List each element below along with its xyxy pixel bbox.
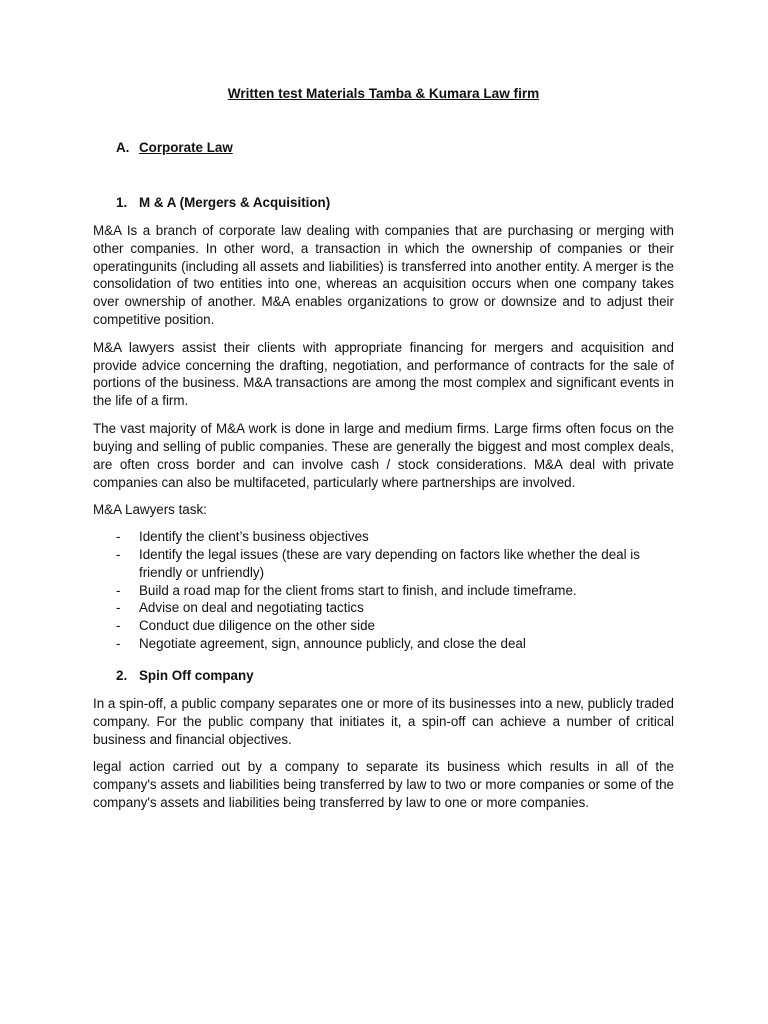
- paragraph: The vast majority of M&A work is done in large and medium firms. Large firms often focus on the buying and selling of public companies. These are generally the biggest and most complex deals, are often cross border and can involve cash / stock considerations. M&A deal with private companies can also be multifaceted, particularly where partnerships are involved.: [93, 420, 674, 490]
- bullet-dash: -: [116, 546, 121, 562]
- list-item-text: Identify the client’s business objectives: [139, 528, 369, 544]
- section-heading-corporate-law: [116, 139, 674, 157]
- list-item: [93, 617, 674, 635]
- bullet-dash: -: [116, 582, 121, 598]
- list-item-text: Advise on deal and negotiating tactics: [139, 600, 364, 616]
- list-item-text: Identify the legal issues (these are vary depending on factors like whether the deal is friendly or unfriendly): [139, 546, 640, 580]
- bullet-dash: -: [116, 636, 121, 652]
- subheading-spin-off-company: [116, 667, 674, 685]
- section-title: Corporate Law: [139, 139, 233, 155]
- subheading-marker: 1.: [116, 194, 128, 210]
- list-item-text: Negotiate agreement, sign, announce publicly, and close the deal: [139, 636, 526, 652]
- list-item: [93, 635, 674, 653]
- list-item-text: Build a road map for the client froms start to finish, and include timeframe.: [139, 582, 577, 598]
- bullet-dash: -: [116, 618, 121, 634]
- paragraph: M&A lawyers assist their clients with appropriate financing for mergers and acquisition and provide advice concerning the drafting, negotiation, and performance of contracts for the sale of portions of the business. M&A transactions are among the most complex and significant events in the life of a firm.: [93, 339, 674, 409]
- list-item: [93, 599, 674, 617]
- bullet-dash: -: [116, 600, 121, 616]
- list-item-text: Conduct due diligence on the other side: [139, 618, 375, 634]
- subheading-title: M & A (Mergers & Acquisition): [139, 194, 331, 210]
- tasks-list: [93, 528, 674, 653]
- list-item: [93, 546, 674, 582]
- list-item: [93, 582, 674, 600]
- paragraph: legal action carried out by a company to separate its business which results in all of the company's assets and liabilities being transferred by law to two or more companies or some of the company's assets and liabilities being transferred by law to one or more companies.: [93, 759, 674, 811]
- bullet-dash: -: [116, 528, 121, 544]
- tasks-label: M&A Lawyers task:: [93, 501, 207, 517]
- paragraph: M&A Is a branch of corporate law dealing with companies that are purchasing or merging with other companies. In other word, a transaction in which the ownership of companies or their operatingunits (including all assets and liabilities) is transferred into another entity. A merger is the consolidation of two entities into one, whereas an acquisition occurs when one company takes over ownership of another. M&A enables organizations to grow or downsize and to adjust their competitive position.: [93, 222, 674, 328]
- paragraph: In a spin-off, a public company separates one or more of its businesses into a new, publicly traded company. For the public company that initiates it, a spin-off can achieve a number of critical business and financial objectives.: [93, 696, 674, 747]
- subheading-title: Spin Off company: [139, 668, 254, 684]
- document-title: Written test Materials Tamba & Kumara Law firm: [227, 86, 540, 101]
- list-item: [93, 528, 674, 546]
- section-marker: A.: [116, 139, 130, 155]
- document-body: [93, 85, 674, 822]
- subheading-mergers-acquisition: [116, 194, 674, 212]
- subheading-marker: 2.: [116, 668, 128, 684]
